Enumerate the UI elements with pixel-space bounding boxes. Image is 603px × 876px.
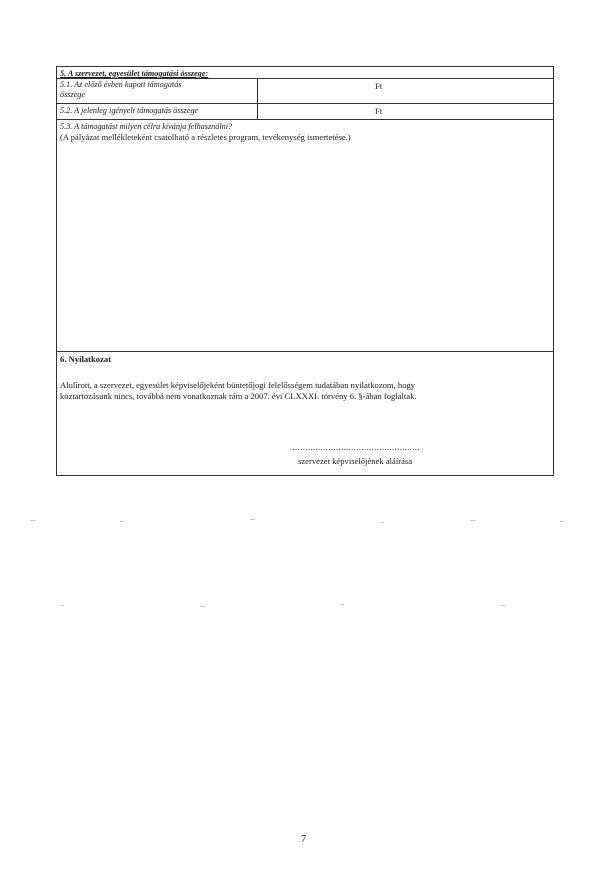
previous-support-unit: Ft xyxy=(375,81,383,91)
field-label-support-purpose: 5.3. A támogatást milyen célra kívánja felhasználni? xyxy=(60,122,233,131)
divider xyxy=(57,78,553,79)
field-label-previous-support: 5.1. Az előző évben kapott támogatás összege xyxy=(60,80,182,99)
divider xyxy=(57,119,553,120)
divider xyxy=(57,351,553,352)
section5-title: 5. A szervezet, egyesület támogatási összege: xyxy=(60,69,209,78)
section6-title: 6. Nyilatkozat xyxy=(60,354,112,364)
field-label-requested-support: 5.2. A jelenleg igényelt támogatás összege xyxy=(60,106,199,115)
column-divider xyxy=(257,78,258,119)
requested-support-unit: Ft xyxy=(375,106,383,116)
declaration-statement: Alulírott, a szervezet, egyesület képviselőjeként büntetőjogi felelősségem tudatában nyilatkozom, hogy köztartozásunk nincs, továbbá nem vonatkoznak rám a 2007. évi CLXXXI. törvény 6. §-ában foglaltak. xyxy=(60,380,417,401)
application-form-table xyxy=(56,66,554,476)
signature-label: szervezet képviselőjének aláírása xyxy=(298,456,413,466)
page-number: 7 xyxy=(301,834,307,845)
support-purpose-note: (A pályázat mellékleteként csatolható a részletes program, tevékenység ismertetése.) xyxy=(60,132,351,142)
divider xyxy=(57,103,553,104)
signature-line: ................................................... xyxy=(290,442,420,452)
